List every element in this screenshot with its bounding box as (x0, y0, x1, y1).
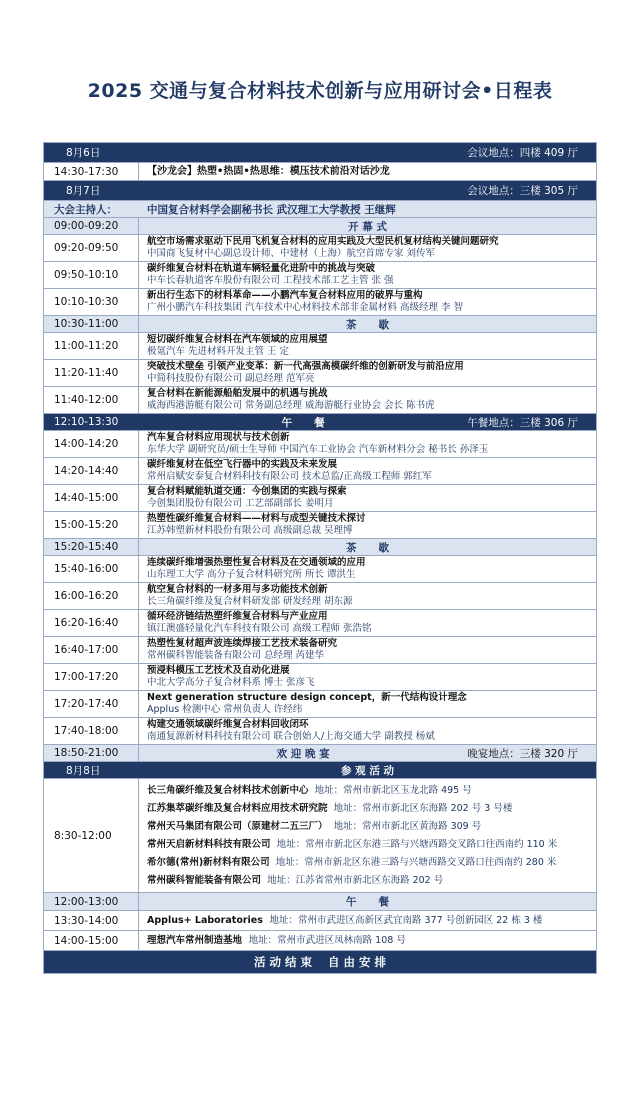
time-cell: 14:00-15:00 (44, 931, 139, 950)
time-cell: 11:20-11:40 (44, 360, 139, 386)
talk-row (44, 235, 596, 262)
page-title: 2025 交通与复合材料技术创新与应用研讨会•日程表 (87, 80, 553, 102)
site-name: 常州天马集团有限公司（原建材二五三厂） (147, 821, 328, 832)
talk-speaker: 中国商飞复材中心副总设计师、中建材（上海）航空首席专家 刘传军 (147, 248, 436, 259)
visit-row (44, 931, 596, 951)
talk-title: 复合材料在新能源船舶发展中的机遇与挑战 (147, 388, 328, 399)
talk-speaker: 中简科技股份有限公司 副总经理 范军亮 (147, 373, 315, 384)
talk-content (139, 512, 596, 538)
talk-speaker: 广州小鹏汽车科技集团 汽车技术中心材料技术部非金属材料 高级经理 李 智 (147, 302, 464, 313)
talk-title: 新出行生态下的材料革命——小鹏汽车复合材料应用的破界与重构 (147, 290, 423, 301)
time-cell: 14:40-15:00 (44, 485, 139, 511)
visit-site (147, 819, 596, 834)
break-row (44, 316, 596, 333)
session-label: 午 餐 (281, 416, 325, 429)
talk-title: 航空复合材料的一材多用与多功能技术创新 (147, 584, 328, 595)
visit-list (139, 779, 596, 892)
talk-row (44, 458, 596, 485)
day-venue: 会议地点：四楼 409 厅 (467, 147, 578, 159)
talk-speaker: 镇江澳盛轻量化汽车科技有限公司 高级工程师 张浩铭 (147, 623, 372, 634)
talk-row (44, 289, 596, 316)
talk-title: Next generation structure design concept，新一代结构设计理念 (147, 692, 467, 703)
talk-title: 碳纤维复材在低空飞行器中的实践及未来发展 (147, 459, 338, 470)
day-date: 8月8日 (44, 762, 139, 778)
visit-content (139, 931, 596, 950)
talk-speaker: 今创集团股份有限公司 工艺部副部长 姜明月 (147, 498, 334, 509)
talk-content (139, 235, 596, 261)
time-cell: 13:30-14:00 (44, 911, 139, 930)
schedule-table (43, 142, 597, 974)
time-cell: 8:30-12:00 (44, 779, 139, 892)
talk-content (139, 431, 596, 457)
site-address: 地址：常州市新北区东港三路与兴塘西路交叉路口往西南约 280 米 (275, 857, 557, 868)
lunch-row (44, 414, 596, 431)
talk-title: 构建交通领域碳纤维复合材料回收闭环 (147, 719, 309, 730)
time-cell: 09:20-09:50 (44, 235, 139, 261)
visit-site (147, 801, 596, 816)
talk-content (139, 610, 596, 636)
visit-site (147, 915, 596, 927)
time-cell: 09:00-09:20 (44, 218, 139, 234)
talk-row (44, 610, 596, 637)
talk-speaker: 中车长春轨道客车股份有限公司 工程技术部工艺主管 张 强 (147, 275, 394, 286)
time-cell: 15:00-15:20 (44, 512, 139, 538)
time-cell: 10:30-11:00 (44, 316, 139, 332)
talk-speaker: 中北大学高分子复合材料系 博士 张彦飞 (147, 677, 315, 688)
lunch-venue: 午餐地点：三楼 306 厅 (467, 416, 578, 429)
time-cell: 15:40-16:00 (44, 556, 139, 582)
talk-row (44, 512, 596, 539)
dinner-row (44, 745, 596, 762)
site-address: 地址：常州市新北区东港三路与兴塘西路交叉路口往西南约 110 米 (276, 839, 558, 850)
talk-content (139, 458, 596, 484)
talk-speaker: 常州碳科智能装备有限公司 总经理 芮建华 (147, 650, 325, 661)
talk-title: 连续碳纤维增强热塑性复合材料及在交通领域的应用 (147, 557, 366, 568)
talk-row (44, 718, 596, 745)
host-row (44, 201, 596, 218)
spacer (242, 935, 249, 946)
talk-speaker: 极氪汽车 先进材料开发主管 王 定 (147, 346, 290, 357)
site-address: 地址：常州市新北区东海路 202 号 3 号楼 (333, 803, 513, 814)
opening-row (44, 218, 596, 235)
talk-content (139, 387, 596, 413)
visit-site (147, 873, 596, 888)
talk-title: 预浸料模压工艺技术及自动化进展 (147, 665, 290, 676)
talk-row (44, 262, 596, 289)
session-title: 【沙龙会】热塑•热固•热思维：模压技术前沿对话沙龙 (147, 165, 390, 177)
site-name: 希尔德(常州)新材料有限公司 (147, 857, 270, 868)
site-name: 理想汽车常州制造基地 (147, 934, 243, 946)
site-address: 地址：常州市武进区高新区武宜南路 377 号创新园区 22 栋 3 楼 (269, 914, 543, 926)
talk-row (44, 360, 596, 387)
time-cell: 14:30-17:30 (44, 163, 139, 180)
talk-title: 热塑性碳纤维复合材料——材料与成型关键技术探讨 (147, 513, 366, 524)
talk-content (139, 583, 596, 609)
talk-row (44, 583, 596, 610)
time-cell: 12:00-13:00 (44, 893, 139, 910)
talk-content (139, 289, 596, 315)
day-header-aug6 (44, 143, 596, 163)
site-address: 地址：江苏省常州市新北区东海路 202 号 (267, 875, 444, 886)
talk-title: 循环经济链结热塑纤维复合材料与产业应用 (147, 611, 328, 622)
site-address: 地址：常州市新北区玉龙北路 495 号 (314, 785, 472, 796)
talk-row (44, 387, 596, 414)
dinner-venue: 晚宴地点：三楼 320 厅 (467, 747, 578, 760)
time-cell: 12:10-13:30 (44, 414, 139, 430)
talk-title: 复合材料赋能轨道交通：今创集团的实践与探索 (147, 486, 347, 497)
visit-site (147, 783, 596, 798)
day-venue: 会议地点：三楼 305 厅 (467, 185, 578, 197)
talk-title: 短切碳纤维复合材料在汽车领域的应用展望 (147, 334, 328, 345)
talk-content (139, 691, 596, 717)
session-label: 茶 歇 (346, 541, 389, 554)
time-cell: 16:40-17:00 (44, 637, 139, 663)
time-cell: 14:20-14:40 (44, 458, 139, 484)
talk-content (139, 664, 596, 690)
host-name: 中国复合材料学会副秘书长 武汉理工大学教授 王继辉 (147, 203, 396, 216)
site-name: 江苏集萃碳纤维及复合材料应用技术研究院 (147, 803, 328, 814)
time-cell: 14:00-14:20 (44, 431, 139, 457)
time-cell: 17:40-18:00 (44, 718, 139, 744)
end-banner: 活 动 结 束 自 由 安 排 (44, 951, 596, 973)
host-label: 大会主持人： (54, 203, 117, 216)
talk-row (44, 664, 596, 691)
talk-content (139, 262, 596, 288)
talk-title: 热塑性复材超声波连续焊接工艺技术装备研究 (147, 638, 338, 649)
talk-speaker: 山东理工大学 高分子复合材料研究所 所长 谭洪生 (147, 569, 356, 580)
talk-content (139, 333, 596, 359)
talk-title: 汽车复合材料应用现状与技术创新 (147, 432, 290, 443)
talk-content (139, 485, 596, 511)
site-address: 地址：常州市武进区凤林南路 108 号 (248, 934, 406, 946)
visit-site (147, 855, 596, 870)
day-header-aug8 (44, 762, 596, 779)
day-header-aug7 (44, 181, 596, 201)
visit-site (147, 935, 596, 947)
site-name: Applus+ Laboratories (147, 914, 263, 926)
site-name: 常州碳科智能装备有限公司 (147, 875, 262, 886)
talk-speaker: 东华大学 副研究员/硕士生导师 中国汽车工业协会 汽车新材料分会 秘书长 孙泽玉 (147, 444, 489, 455)
spacer (263, 915, 270, 926)
talk-content (139, 718, 596, 744)
site-address: 地址：常州市新北区黄海路 309 号 (333, 821, 482, 832)
talk-row (44, 556, 596, 583)
lunch-row (44, 893, 596, 911)
site-name: 长三角碳纤维及复合材料技术创新中心 (147, 785, 309, 796)
session-label: 参 观 活 动 (341, 764, 394, 777)
talk-speaker: 威海西港游艇有限公司 常务副总经理 威海游艇行业协会 会长 陈书虎 (147, 400, 435, 411)
talk-row (44, 637, 596, 664)
time-cell: 10:10-10:30 (44, 289, 139, 315)
time-cell: 16:00-16:20 (44, 583, 139, 609)
talk-title: 突破技术壁垒 引领产业变革：新一代高强高模碳纤维的创新研发与前沿应用 (147, 361, 464, 372)
time-cell: 09:50-10:10 (44, 262, 139, 288)
time-cell: 11:40-12:00 (44, 387, 139, 413)
talk-row (44, 691, 596, 718)
talk-speaker: Applus 检测中心 常州负责人 许经纬 (147, 704, 303, 715)
session-label: 开 幕 式 (348, 220, 387, 233)
visit-row (44, 779, 596, 893)
time-cell: 17:20-17:40 (44, 691, 139, 717)
salon-row (44, 163, 596, 181)
session-label: 午 餐 (346, 896, 389, 908)
talk-speaker: 常州启赋安泰复合材料科技有限公司 技术总监/正高级工程师 郭红军 (147, 471, 432, 482)
talk-content (139, 556, 596, 582)
talk-title: 碳纤维复合材料在轨道车辆轻量化进阶中的挑战与突破 (147, 263, 376, 274)
visit-content (139, 911, 596, 930)
talk-speaker: 长三角碳纤维及复合材料研发部 研发经理 胡东源 (147, 596, 353, 607)
session-label: 茶 歇 (346, 318, 389, 331)
break-row (44, 539, 596, 556)
site-name: 常州天启新材料科技有限公司 (147, 839, 271, 850)
visit-site (147, 837, 596, 852)
talk-row (44, 431, 596, 458)
talk-speaker: 江苏韩塑新材料股份有限公司 高级副总裁 吴理博 (147, 525, 353, 536)
time-cell: 15:20-15:40 (44, 539, 139, 555)
time-cell: 16:20-16:40 (44, 610, 139, 636)
talk-speaker: 南通复源新材料科技有限公司 联合创始人/上海交通大学 副教授 杨斌 (147, 731, 435, 742)
talk-row (44, 333, 596, 360)
day-date: 8月6日 (66, 147, 101, 159)
talk-content (139, 360, 596, 386)
time-cell: 11:00-11:20 (44, 333, 139, 359)
visit-row (44, 911, 596, 931)
day-date: 8月7日 (66, 185, 101, 197)
talk-row (44, 485, 596, 512)
session-label: 欢 迎 晚 宴 (276, 747, 330, 760)
time-cell: 18:50-21:00 (44, 745, 139, 761)
talk-title: 航空市场需求驱动下民用飞机复合材料的应用实践及大型民机复材结构关键问题研究 (147, 236, 499, 247)
talk-content (139, 637, 596, 663)
time-cell: 17:00-17:20 (44, 664, 139, 690)
